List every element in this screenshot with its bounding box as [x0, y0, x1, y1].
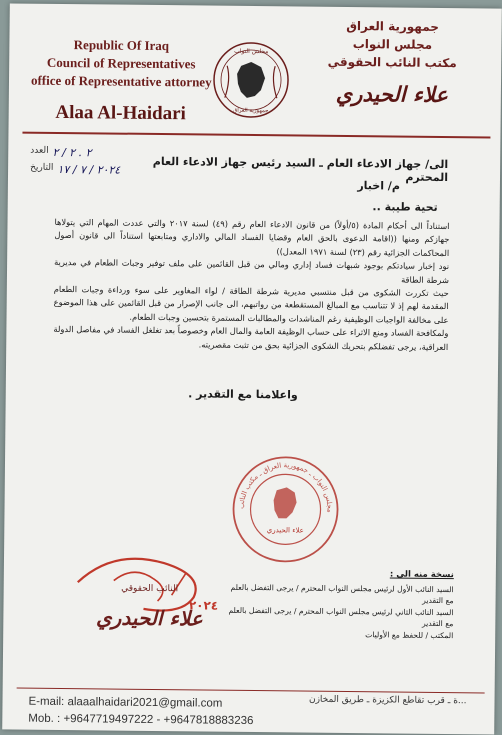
signature-name: علاء الحيدري — [95, 605, 203, 631]
letterhead-en-council: Council of Representatives — [46, 54, 196, 72]
reference-date-label: التاريخ — [30, 162, 54, 173]
letterhead-en-office: office of Representative attorney — [30, 72, 212, 90]
cc-title: نسخة منه الى : — [389, 569, 454, 581]
cc-block — [223, 568, 454, 641]
official-stamp-icon — [230, 454, 341, 565]
reference-date-value: ٢٠٢٤ / ٧ / ١٧ — [57, 162, 121, 177]
reference-number-label: العدد — [30, 145, 49, 156]
letterhead-arabic — [307, 17, 478, 108]
parliament-logo-icon — [211, 40, 292, 121]
letterhead-ar-office: مكتب النائب الحقوقي — [327, 54, 457, 71]
logo-top-text: مجلس النواب — [234, 47, 269, 56]
footer-contacts — [28, 694, 253, 730]
signature-date: ٢٠٢٤ — [188, 598, 219, 613]
footer-address: ...ة ـ قرب تقاطع الكزيزة ـ طريق المخازن — [308, 694, 467, 707]
footer-phone: Mob. : +9647719497222 - +9647818883236 — [28, 712, 254, 728]
signature-title: النائب الحقوقي — [121, 583, 179, 595]
footer-divider — [17, 688, 485, 694]
stamp-ring-text: مجلس النواب ـ جمهورية العراق ـ مكتب النائب — [237, 461, 334, 513]
header-divider — [22, 132, 490, 139]
letter-body — [53, 216, 449, 354]
letterhead-ar-name: علاء الحيدري — [335, 80, 449, 108]
cc-item: السيد النائب الثاني لرئيس مجلس النواب المحترم / يرجى التفضل بالعلم مع التقدير — [228, 605, 454, 629]
letter-page — [2, 3, 502, 734]
body-paragraph: حيث تكررت الشكوى من قبل منتسبي مديرية شرطة الطاقة / لواء المغاوير على سوء ورداءة وجبات الطعام المقدمة لهم إذ لا تتناسب مع المبالغ المستقطعة من رواتبهم، الى جانب الإصرار من قبل القائمين على هذا الموضوع على مخالفة الواجبات الوظيفية رغم المناشدات والمطالبات المستمرة بتحسين وجبات الطعام. — [53, 283, 449, 325]
letterhead-english — [31, 36, 212, 126]
body-paragraph: استناداً الى أحكام المادة (٥/أولاً) من قانون الادعاء العام رقم (٤٩) لسنة ٢٠١٧ والتي عددت المهام التي يتولاها جهازكم ومنها ((اقامة الدعوى بالحق العام وقضايا الفساد المالي والاداري ومتابعتها استناداً الى قانون أصول المحاكمات الجزائية رقم (٢٣) لسنة ١٩٧١ المعدل)) — [54, 216, 450, 258]
cc-item: السيد النائب الأول لرئيس مجلس النواب المحترم / يرجى التفضل بالعلم مع التقدير — [230, 582, 454, 606]
body-paragraph: نود إخبار سيادتكم بوجود شبهات فساد إداري ومالي من قبل القائمين على ملف توفير وجبات الطعام في مديرية شرطة الطاقة — [54, 257, 450, 285]
letterhead-en-country: Republic Of Iraq — [73, 37, 170, 54]
letter-subject: م/ اخبار — [357, 179, 400, 193]
footer-email: E-mail: alaaalhaidari2021@gmail.com — [28, 695, 223, 710]
body-paragraph: ولمكافحة الفساد ومنع الاثراء على حساب الوظيفة العامة والمال العام وخصوصاً بعد تغلغل الفساد في مفاصل الدولة العراقية، يرجى تفضلكم بتحريك الشكوى الجزائية بحق من تثبت مقصريته. — [53, 324, 449, 352]
reference-number-value: ٢ . ٢ / ٢ — [52, 145, 92, 160]
logo-bottom-text: جمهورية العراق — [232, 107, 269, 115]
signature-icon — [53, 544, 224, 646]
stamp-center-text: علاء الحيدري — [266, 526, 304, 535]
letterhead-ar-country: جمهورية العراق — [346, 18, 440, 34]
letter-closing: واعلامنا مع التقدير . — [188, 387, 298, 402]
letterhead-ar-council: مجلس النواب — [352, 37, 433, 52]
cc-item: المكتب / للحفظ مع الأوليات — [365, 629, 454, 640]
letter-greeting: تحية طيبة .. — [372, 200, 438, 214]
letter-addressee: الى/ جهاز الادعاء العام ـ السيد رئيس جهاز الادعاء العام المحترم — [152, 154, 449, 185]
letterhead-en-name: Alaa Al-Haidari — [55, 101, 186, 125]
